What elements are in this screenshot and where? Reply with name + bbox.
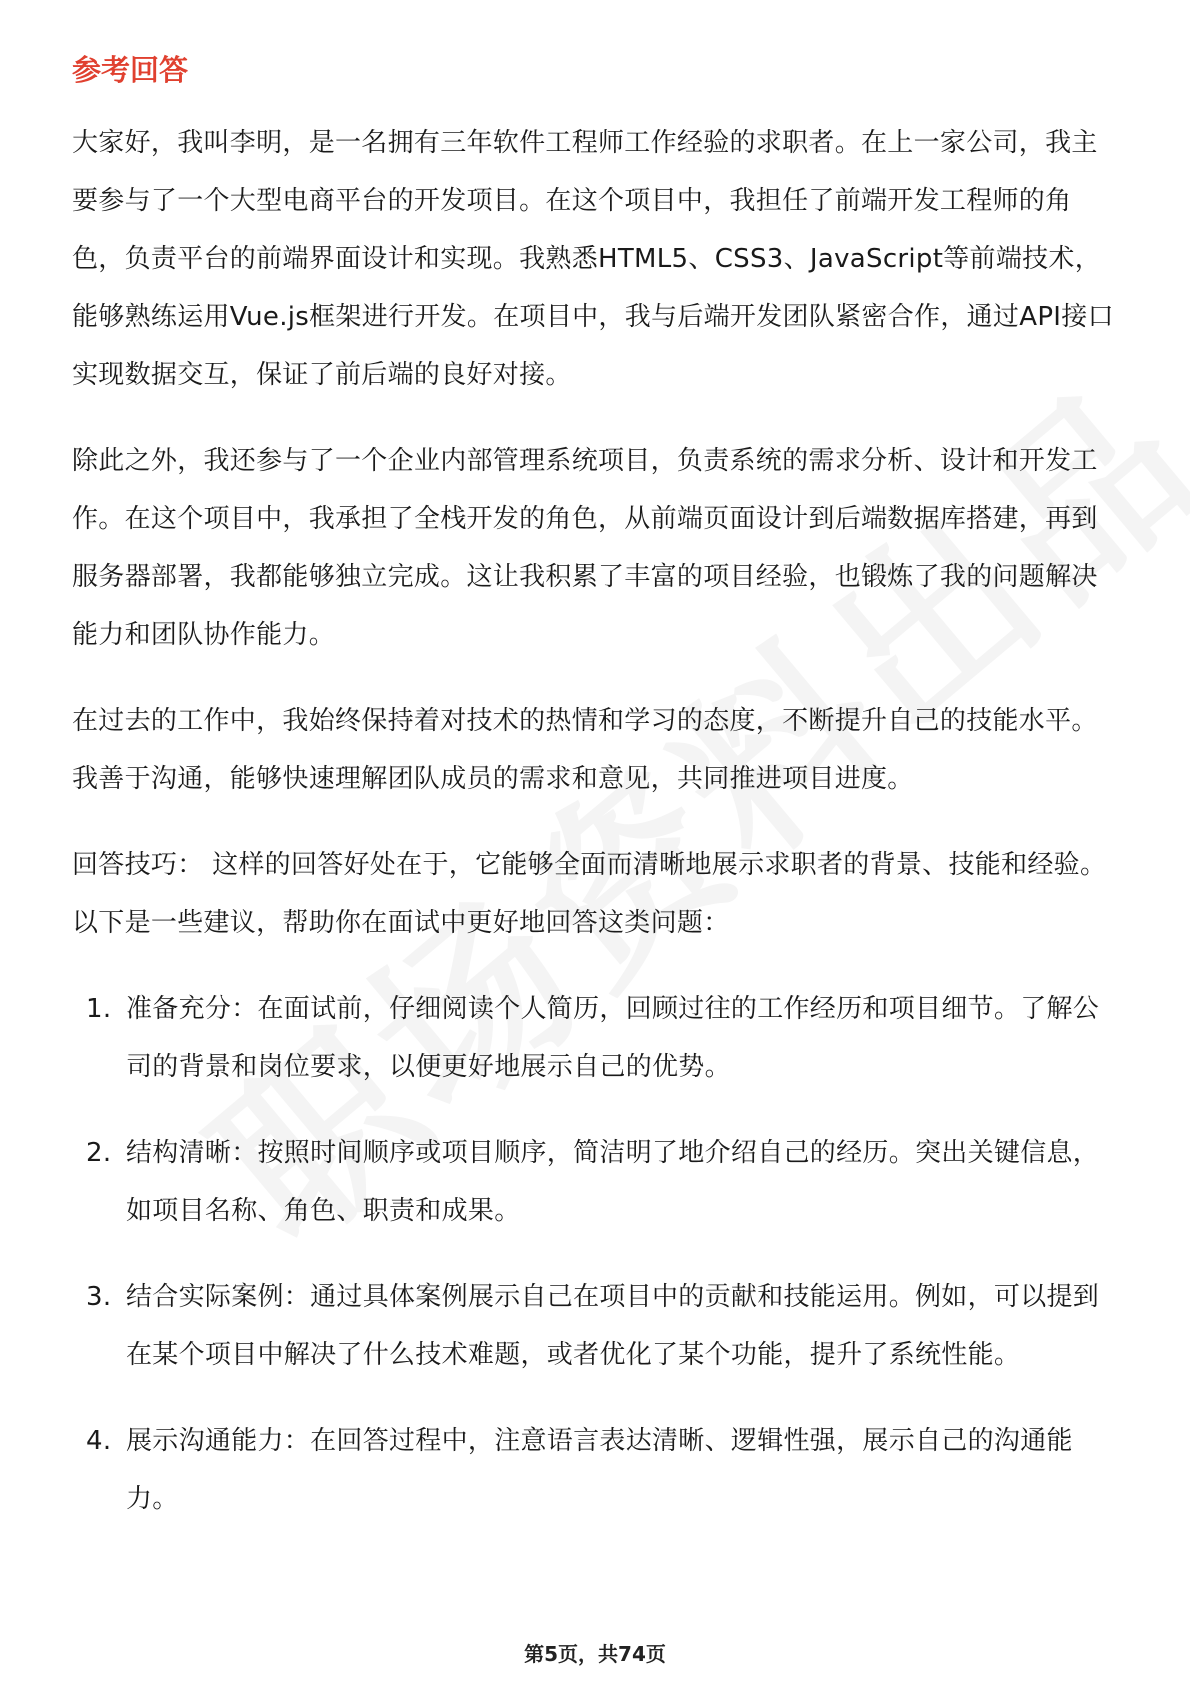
paragraph-intro: 大家好，我叫李明，是一名拥有三年软件工程师工作经验的求职者。在上一家公司，我主要参与了一个大型电商平台的开发项目。在这个项目中，我担任了前端开发工程师的角色，负责平台的前端界面设计和实现。我熟悉HTML5、CSS3、JavaScript等前端技术，能够熟练运用Vue.js框架进行开发。在项目中，我与后端开发团队紧密合作，通过API接口实现数据交互，保证了前后端的良好对接。	[72, 128, 1114, 390]
list-item-text: 结构清晰：按照时间顺序或项目顺序，简洁明了地介绍自己的经历。突出关键信息，如项目名称、角色、职责和成果。	[126, 1138, 1100, 1226]
page-number: 第5页，共74页	[524, 1642, 666, 1666]
list-item-text: 展示沟通能力：在回答过程中，注意语言表达清晰、逻辑性强，展示自己的沟通能力。	[126, 1426, 1073, 1514]
list-item-number: 1.	[86, 994, 112, 1024]
list-item-number: 3.	[86, 1282, 112, 1312]
list-item-number: 2.	[86, 1138, 112, 1168]
list-item	[72, 1268, 1122, 1384]
list-item-number: 4.	[86, 1426, 112, 1456]
list-item	[72, 980, 1122, 1096]
paragraph-attitude: 在过去的工作中，我始终保持着对技术的热情和学习的态度，不断提升自己的技能水平。我善于沟通，能够快速理解团队成员的需求和意见，共同推进项目进度。	[72, 706, 1098, 794]
paragraph-tips-intro: 回答技巧： 这样的回答好处在于，它能够全面而清晰地展示求职者的背景、技能和经验。以下是一些建议，帮助你在面试中更好地回答这类问题：	[72, 850, 1107, 938]
list-item	[72, 1124, 1122, 1240]
list-item	[72, 1412, 1122, 1528]
tips-list	[72, 980, 1122, 1528]
answer-content	[72, 114, 1122, 1556]
list-item-text: 结合实际案例：通过具体案例展示自己在项目中的贡献和技能运用。例如，可以提到在某个项目中解决了什么技术难题，或者优化了某个功能，提升了系统性能。	[126, 1282, 1100, 1370]
list-item-text: 准备充分：在面试前，仔细阅读个人简历，回顾过往的工作经历和项目细节。了解公司的背景和岗位要求，以便更好地展示自己的优势。	[126, 994, 1100, 1082]
paragraph-projects: 除此之外，我还参与了一个企业内部管理系统项目，负责系统的需求分析、设计和开发工作。在这个项目中，我承担了全栈开发的角色，从前端页面设计到后端数据库搭建，再到服务器部署，我都能够独立完成。这让我积累了丰富的项目经验，也锻炼了我的问题解决能力和团队协作能力。	[72, 446, 1098, 650]
section-title: 参考回答	[72, 53, 189, 87]
